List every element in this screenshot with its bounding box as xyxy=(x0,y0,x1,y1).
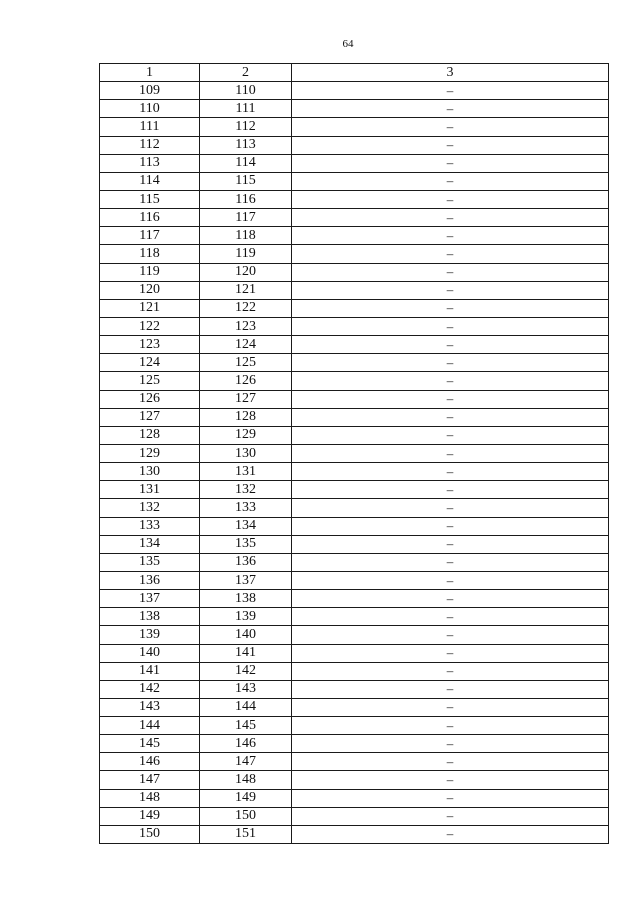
table-body xyxy=(100,82,609,844)
cell-col-3: – xyxy=(292,354,609,372)
cell-col-2: 137 xyxy=(200,571,292,589)
cell-col-3: – xyxy=(292,408,609,426)
cell-col-3: – xyxy=(292,118,609,136)
cell-col-1: 120 xyxy=(100,281,200,299)
table-row xyxy=(100,571,609,589)
table-row xyxy=(100,336,609,354)
column-header-3: 3 xyxy=(292,64,609,82)
cell-col-2: 117 xyxy=(200,209,292,227)
cell-col-2: 110 xyxy=(200,82,292,100)
table-row xyxy=(100,154,609,172)
table-row xyxy=(100,499,609,517)
cell-col-2: 118 xyxy=(200,227,292,245)
table-row xyxy=(100,372,609,390)
cell-col-1: 150 xyxy=(100,825,200,843)
cell-col-3: – xyxy=(292,571,609,589)
table-row xyxy=(100,481,609,499)
cell-col-3: – xyxy=(292,789,609,807)
cell-col-2: 112 xyxy=(200,118,292,136)
cell-col-2: 123 xyxy=(200,317,292,335)
table-row xyxy=(100,535,609,553)
cell-col-2: 134 xyxy=(200,517,292,535)
table-row xyxy=(100,644,609,662)
cell-col-2: 128 xyxy=(200,408,292,426)
cell-col-2: 113 xyxy=(200,136,292,154)
cell-col-2: 136 xyxy=(200,553,292,571)
table-row xyxy=(100,281,609,299)
table-row xyxy=(100,698,609,716)
cell-col-2: 131 xyxy=(200,463,292,481)
cell-col-2: 127 xyxy=(200,390,292,408)
cell-col-3: – xyxy=(292,372,609,390)
cell-col-1: 136 xyxy=(100,571,200,589)
cell-col-3: – xyxy=(292,735,609,753)
table-row xyxy=(100,82,609,100)
cell-col-2: 119 xyxy=(200,245,292,263)
cell-col-3: – xyxy=(292,245,609,263)
table-row xyxy=(100,626,609,644)
cell-col-3: – xyxy=(292,590,609,608)
table-row xyxy=(100,789,609,807)
table-row xyxy=(100,227,609,245)
cell-col-3: – xyxy=(292,644,609,662)
cell-col-2: 135 xyxy=(200,535,292,553)
cell-col-2: 141 xyxy=(200,644,292,662)
cell-col-3: – xyxy=(292,807,609,825)
table-row xyxy=(100,118,609,136)
column-header-1: 1 xyxy=(100,64,200,82)
cell-col-2: 145 xyxy=(200,717,292,735)
cell-col-3: – xyxy=(292,317,609,335)
cell-col-3: – xyxy=(292,680,609,698)
cell-col-1: 149 xyxy=(100,807,200,825)
data-table xyxy=(99,63,609,844)
cell-col-1: 142 xyxy=(100,680,200,698)
cell-col-2: 133 xyxy=(200,499,292,517)
cell-col-1: 147 xyxy=(100,771,200,789)
table-row xyxy=(100,517,609,535)
cell-col-2: 144 xyxy=(200,698,292,716)
cell-col-1: 126 xyxy=(100,390,200,408)
cell-col-3: – xyxy=(292,481,609,499)
cell-col-1: 146 xyxy=(100,753,200,771)
cell-col-1: 129 xyxy=(100,444,200,462)
table-row xyxy=(100,245,609,263)
cell-col-1: 139 xyxy=(100,626,200,644)
cell-col-3: – xyxy=(292,190,609,208)
cell-col-3: – xyxy=(292,426,609,444)
cell-col-1: 130 xyxy=(100,463,200,481)
cell-col-2: 148 xyxy=(200,771,292,789)
cell-col-3: – xyxy=(292,771,609,789)
cell-col-3: – xyxy=(292,499,609,517)
table-row xyxy=(100,299,609,317)
cell-col-1: 134 xyxy=(100,535,200,553)
cell-col-2: 138 xyxy=(200,590,292,608)
cell-col-1: 141 xyxy=(100,662,200,680)
cell-col-1: 116 xyxy=(100,209,200,227)
cell-col-1: 109 xyxy=(100,82,200,100)
cell-col-3: – xyxy=(292,662,609,680)
cell-col-2: 116 xyxy=(200,190,292,208)
cell-col-3: – xyxy=(292,299,609,317)
cell-col-1: 124 xyxy=(100,354,200,372)
cell-col-2: 149 xyxy=(200,789,292,807)
table-row xyxy=(100,354,609,372)
cell-col-2: 132 xyxy=(200,481,292,499)
cell-col-2: 114 xyxy=(200,154,292,172)
cell-col-3: – xyxy=(292,535,609,553)
table-row xyxy=(100,136,609,154)
cell-col-1: 127 xyxy=(100,408,200,426)
table-row xyxy=(100,753,609,771)
cell-col-1: 110 xyxy=(100,100,200,118)
cell-col-3: – xyxy=(292,463,609,481)
cell-col-1: 135 xyxy=(100,553,200,571)
cell-col-3: – xyxy=(292,698,609,716)
cell-col-3: – xyxy=(292,263,609,281)
table-row xyxy=(100,317,609,335)
cell-col-1: 128 xyxy=(100,426,200,444)
cell-col-3: – xyxy=(292,209,609,227)
table-row xyxy=(100,263,609,281)
cell-col-2: 151 xyxy=(200,825,292,843)
table-row xyxy=(100,390,609,408)
cell-col-1: 138 xyxy=(100,608,200,626)
cell-col-2: 146 xyxy=(200,735,292,753)
cell-col-1: 145 xyxy=(100,735,200,753)
table-row xyxy=(100,172,609,190)
cell-col-1: 122 xyxy=(100,317,200,335)
table-row xyxy=(100,444,609,462)
cell-col-2: 115 xyxy=(200,172,292,190)
cell-col-1: 137 xyxy=(100,590,200,608)
cell-col-3: – xyxy=(292,136,609,154)
cell-col-2: 150 xyxy=(200,807,292,825)
table-row xyxy=(100,807,609,825)
cell-col-3: – xyxy=(292,390,609,408)
cell-col-2: 122 xyxy=(200,299,292,317)
cell-col-3: – xyxy=(292,553,609,571)
cell-col-2: 143 xyxy=(200,680,292,698)
table-row xyxy=(100,209,609,227)
cell-col-2: 139 xyxy=(200,608,292,626)
cell-col-1: 118 xyxy=(100,245,200,263)
table-row xyxy=(100,100,609,118)
cell-col-3: – xyxy=(292,626,609,644)
cell-col-3: – xyxy=(292,336,609,354)
cell-col-1: 143 xyxy=(100,698,200,716)
cell-col-1: 144 xyxy=(100,717,200,735)
cell-col-1: 131 xyxy=(100,481,200,499)
table-row xyxy=(100,825,609,843)
cell-col-3: – xyxy=(292,154,609,172)
cell-col-2: 125 xyxy=(200,354,292,372)
cell-col-3: – xyxy=(292,753,609,771)
cell-col-1: 121 xyxy=(100,299,200,317)
cell-col-1: 123 xyxy=(100,336,200,354)
cell-col-2: 121 xyxy=(200,281,292,299)
table-row xyxy=(100,190,609,208)
cell-col-3: – xyxy=(292,82,609,100)
cell-col-1: 148 xyxy=(100,789,200,807)
cell-col-1: 132 xyxy=(100,499,200,517)
cell-col-3: – xyxy=(292,444,609,462)
cell-col-1: 113 xyxy=(100,154,200,172)
table-row xyxy=(100,463,609,481)
table-row xyxy=(100,408,609,426)
cell-col-3: – xyxy=(292,227,609,245)
cell-col-1: 111 xyxy=(100,118,200,136)
cell-col-2: 147 xyxy=(200,753,292,771)
cell-col-2: 124 xyxy=(200,336,292,354)
cell-col-1: 114 xyxy=(100,172,200,190)
cell-col-3: – xyxy=(292,717,609,735)
cell-col-1: 133 xyxy=(100,517,200,535)
cell-col-2: 130 xyxy=(200,444,292,462)
cell-col-1: 140 xyxy=(100,644,200,662)
cell-col-1: 112 xyxy=(100,136,200,154)
cell-col-2: 129 xyxy=(200,426,292,444)
cell-col-3: – xyxy=(292,517,609,535)
table-row xyxy=(100,662,609,680)
cell-col-3: – xyxy=(292,100,609,118)
table-row xyxy=(100,590,609,608)
cell-col-1: 119 xyxy=(100,263,200,281)
cell-col-2: 111 xyxy=(200,100,292,118)
table-header-row xyxy=(100,64,609,82)
cell-col-3: – xyxy=(292,172,609,190)
cell-col-3: – xyxy=(292,608,609,626)
cell-col-3: – xyxy=(292,825,609,843)
column-header-2: 2 xyxy=(200,64,292,82)
table-row xyxy=(100,735,609,753)
cell-col-2: 126 xyxy=(200,372,292,390)
cell-col-3: – xyxy=(292,281,609,299)
table-row xyxy=(100,717,609,735)
table-row xyxy=(100,680,609,698)
table-row xyxy=(100,771,609,789)
cell-col-1: 125 xyxy=(100,372,200,390)
cell-col-2: 140 xyxy=(200,626,292,644)
page-number: 64 xyxy=(342,38,354,50)
cell-col-2: 120 xyxy=(200,263,292,281)
cell-col-2: 142 xyxy=(200,662,292,680)
cell-col-1: 115 xyxy=(100,190,200,208)
table-row xyxy=(100,426,609,444)
table-row xyxy=(100,553,609,571)
cell-col-1: 117 xyxy=(100,227,200,245)
table-row xyxy=(100,608,609,626)
